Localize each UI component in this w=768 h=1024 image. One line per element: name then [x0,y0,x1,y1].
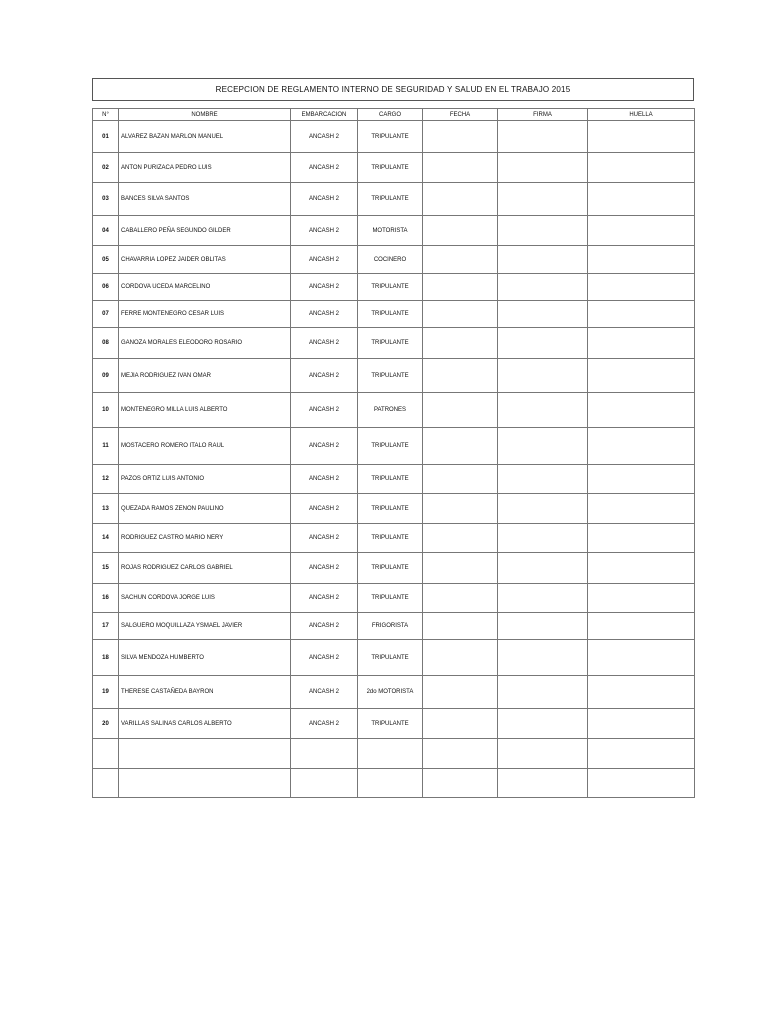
row-fecha-cell [423,246,498,274]
row-nombre: GANOZA MORALES ELEODORO ROSARIO [119,328,291,359]
row-firma-cell [498,216,588,246]
table-row [93,428,695,465]
col-header-huella: HUELLA [588,109,695,121]
row-number [93,769,119,798]
table-row [93,301,695,328]
row-fecha-cell [423,153,498,183]
row-fecha-cell [423,183,498,216]
row-number [93,739,119,769]
roster-table [92,108,695,798]
row-firma-cell [498,393,588,428]
row-number: 04 [93,216,119,246]
row-firma-cell [498,465,588,494]
row-fecha-cell [423,709,498,739]
row-fecha-cell [423,553,498,584]
row-embarcacion [291,739,358,769]
row-huella-cell [588,709,695,739]
row-cargo: TRIPULANTE [358,359,423,393]
row-fecha-cell [423,121,498,153]
row-number: 16 [93,584,119,613]
row-number: 09 [93,359,119,393]
row-embarcacion: ANCASH 2 [291,709,358,739]
row-firma-cell [498,640,588,676]
row-cargo: TRIPULANTE [358,183,423,216]
row-cargo: FRIGORISTA [358,613,423,640]
row-firma-cell [498,553,588,584]
row-fecha-cell [423,301,498,328]
row-fecha-cell [423,393,498,428]
table-row [93,524,695,553]
row-embarcacion: ANCASH 2 [291,246,358,274]
row-embarcacion: ANCASH 2 [291,676,358,709]
row-huella-cell [588,613,695,640]
row-fecha-cell [423,613,498,640]
row-nombre: SILVA MENDOZA HUMBERTO [119,640,291,676]
row-fecha-cell [423,274,498,301]
row-embarcacion: ANCASH 2 [291,613,358,640]
row-embarcacion: ANCASH 2 [291,274,358,301]
table-row [93,553,695,584]
row-nombre: QUEZADA RAMOS ZENON PAULINO [119,494,291,524]
row-nombre: MEJIA RODRIGUEZ IVAN OMAR [119,359,291,393]
row-huella-cell [588,328,695,359]
row-firma-cell [498,359,588,393]
col-header-firma: FIRMA [498,109,588,121]
col-header-embarcacion: EMBARCACION [291,109,358,121]
row-cargo: MOTORISTA [358,216,423,246]
row-nombre: FERRE MONTENEGRO CESAR LUIS [119,301,291,328]
row-nombre: MONTENEGRO MILLA LUIS ALBERTO [119,393,291,428]
table-row [93,183,695,216]
row-cargo: TRIPULANTE [358,494,423,524]
row-number: 02 [93,153,119,183]
row-huella-cell [588,553,695,584]
row-cargo: TRIPULANTE [358,709,423,739]
row-fecha-cell [423,524,498,553]
row-number: 01 [93,121,119,153]
row-number: 08 [93,328,119,359]
row-huella-cell [588,524,695,553]
row-embarcacion: ANCASH 2 [291,393,358,428]
row-fecha-cell [423,494,498,524]
row-huella-cell [588,246,695,274]
row-cargo: TRIPULANTE [358,640,423,676]
row-fecha-cell [423,216,498,246]
row-huella-cell [588,183,695,216]
row-firma-cell [498,769,588,798]
row-cargo: TRIPULANTE [358,328,423,359]
row-firma-cell [498,328,588,359]
row-nombre: PAZOS ORTIZ LUIS ANTONIO [119,465,291,494]
document-title: RECEPCION DE REGLAMENTO INTERNO DE SEGURIDAD Y SALUD EN EL TRABAJO 2015 [92,78,694,101]
row-fecha-cell [423,584,498,613]
table-row [93,640,695,676]
row-cargo: COCINERO [358,246,423,274]
row-number: 07 [93,301,119,328]
row-fecha-cell [423,465,498,494]
row-cargo: TRIPULANTE [358,121,423,153]
table-row [93,709,695,739]
table-row [93,613,695,640]
table-row [93,121,695,153]
row-firma-cell [498,676,588,709]
row-cargo: TRIPULANTE [358,553,423,584]
row-number: 12 [93,465,119,494]
header-row [93,109,695,121]
row-nombre: ALVAREZ BAZAN MARLON MANUEL [119,121,291,153]
row-huella-cell [588,359,695,393]
table-row [93,739,695,769]
row-nombre [119,769,291,798]
row-cargo [358,739,423,769]
row-huella-cell [588,428,695,465]
row-embarcacion: ANCASH 2 [291,183,358,216]
row-fecha-cell [423,428,498,465]
row-number: 03 [93,183,119,216]
row-cargo: TRIPULANTE [358,274,423,301]
row-nombre: BANCES SILVA SANTOS [119,183,291,216]
row-firma-cell [498,739,588,769]
row-nombre: THERESE CASTAÑEDA BAYRON [119,676,291,709]
row-firma-cell [498,584,588,613]
table-row [93,216,695,246]
row-firma-cell [498,121,588,153]
table-row [93,328,695,359]
table-row [93,153,695,183]
row-nombre: ROJAS RODRIGUEZ CARLOS GABRIEL [119,553,291,584]
row-number: 20 [93,709,119,739]
row-huella-cell [588,274,695,301]
row-huella-cell [588,584,695,613]
row-firma-cell [498,301,588,328]
table-row [93,274,695,301]
row-huella-cell [588,301,695,328]
row-number: 10 [93,393,119,428]
row-number: 19 [93,676,119,709]
row-embarcacion: ANCASH 2 [291,301,358,328]
row-embarcacion: ANCASH 2 [291,328,358,359]
row-embarcacion: ANCASH 2 [291,359,358,393]
row-fecha-cell [423,769,498,798]
row-number: 17 [93,613,119,640]
row-number: 06 [93,274,119,301]
row-embarcacion: ANCASH 2 [291,553,358,584]
table-row [93,465,695,494]
row-huella-cell [588,393,695,428]
table-row [93,769,695,798]
row-nombre [119,739,291,769]
roster-body [93,121,695,798]
row-huella-cell [588,494,695,524]
row-fecha-cell [423,676,498,709]
row-huella-cell [588,640,695,676]
row-number: 13 [93,494,119,524]
row-firma-cell [498,183,588,216]
row-number: 18 [93,640,119,676]
row-huella-cell [588,121,695,153]
row-cargo [358,769,423,798]
row-embarcacion: ANCASH 2 [291,153,358,183]
row-nombre: MOSTACERO ROMERO ITALO RAUL [119,428,291,465]
row-firma-cell [498,428,588,465]
table-row [93,359,695,393]
table-row [93,494,695,524]
row-firma-cell [498,613,588,640]
row-number: 11 [93,428,119,465]
row-nombre: SACHUN CORDOVA JORGE LUIS [119,584,291,613]
row-cargo: TRIPULANTE [358,584,423,613]
row-embarcacion: ANCASH 2 [291,584,358,613]
row-embarcacion: ANCASH 2 [291,428,358,465]
table-row [93,393,695,428]
row-nombre: ANTON PURIZACA PEDRO LUIS [119,153,291,183]
col-header-nombre: NOMBRE [119,109,291,121]
row-firma-cell [498,494,588,524]
row-firma-cell [498,246,588,274]
row-huella-cell [588,769,695,798]
row-firma-cell [498,709,588,739]
row-huella-cell [588,465,695,494]
row-firma-cell [498,274,588,301]
row-nombre: CABALLERO PEÑA SEGUNDO GILDER [119,216,291,246]
row-embarcacion: ANCASH 2 [291,524,358,553]
row-embarcacion [291,769,358,798]
table-row [93,246,695,274]
row-embarcacion: ANCASH 2 [291,216,358,246]
row-nombre: CHAVARRIA LOPEZ JAIDER OBLITAS [119,246,291,274]
row-embarcacion: ANCASH 2 [291,640,358,676]
row-fecha-cell [423,359,498,393]
row-cargo: PATRONES [358,393,423,428]
row-nombre: CORDOVA UCEDA MARCELINO [119,274,291,301]
row-nombre: RODRIGUEZ CASTRO MARIO NERY [119,524,291,553]
row-huella-cell [588,739,695,769]
col-header-number: N° [93,109,119,121]
table-row [93,584,695,613]
table-row [93,676,695,709]
row-embarcacion: ANCASH 2 [291,465,358,494]
row-huella-cell [588,216,695,246]
row-firma-cell [498,153,588,183]
col-header-cargo: CARGO [358,109,423,121]
row-cargo: TRIPULANTE [358,524,423,553]
row-firma-cell [498,524,588,553]
row-cargo: 2do MOTORISTA [358,676,423,709]
row-cargo: TRIPULANTE [358,465,423,494]
row-cargo: TRIPULANTE [358,428,423,465]
row-fecha-cell [423,640,498,676]
row-number: 05 [93,246,119,274]
row-nombre: VARILLAS SALINAS CARLOS ALBERTO [119,709,291,739]
row-cargo: TRIPULANTE [358,301,423,328]
row-huella-cell [588,676,695,709]
row-fecha-cell [423,328,498,359]
row-fecha-cell [423,739,498,769]
row-huella-cell [588,153,695,183]
col-header-fecha: FECHA [423,109,498,121]
row-embarcacion: ANCASH 2 [291,121,358,153]
row-embarcacion: ANCASH 2 [291,494,358,524]
row-number: 15 [93,553,119,584]
row-number: 14 [93,524,119,553]
row-cargo: TRIPULANTE [358,153,423,183]
row-nombre: SALGUERO MOQUILLAZA YSMAEL JAVIER [119,613,291,640]
